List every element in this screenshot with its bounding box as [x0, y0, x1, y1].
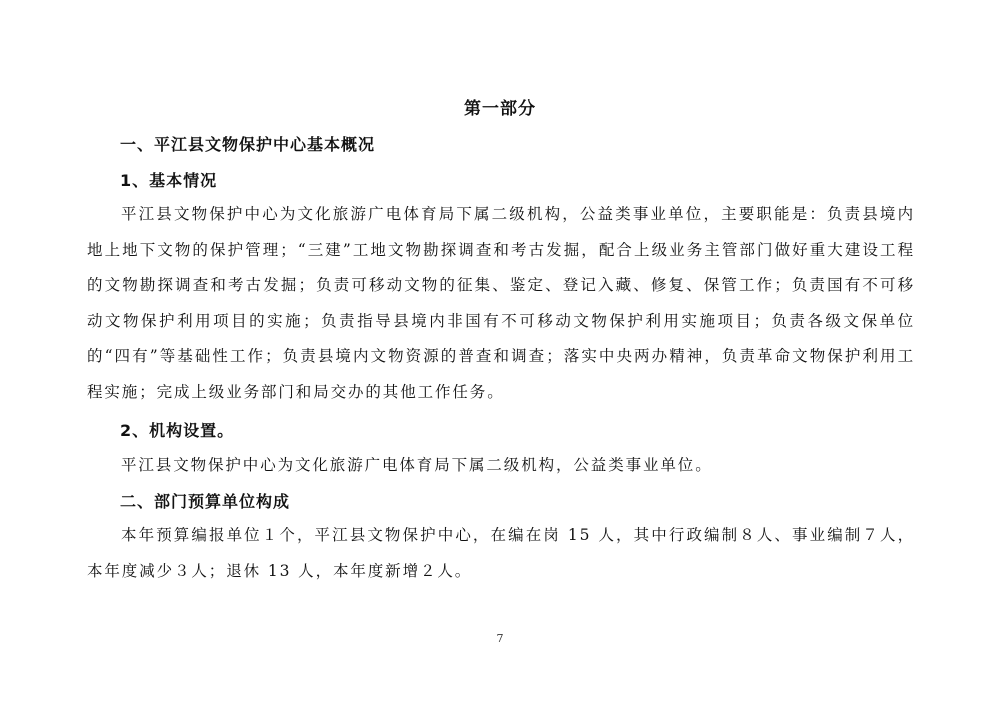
- part-title: 第一部分: [464, 99, 536, 119]
- paragraph-organization: 平江县文物保护中心为文化旅游广电体育局下属二级机构，公益类事业单位。: [121, 456, 713, 474]
- section-heading-budget-units: 二、部门预算单位构成: [120, 492, 291, 511]
- paragraph-budget-units: 本年预算编报单位１个，平江县文物保护中心，在编在岗 15 人，其中行政编制８人、事业编制７人，本年度减少３人；退休 13 人，本年度新增２人。: [87, 526, 915, 580]
- paragraph-basic-info: 平江县文物保护中心为文化旅游广电体育局下属二级机构，公益类事业单位，主要职能是：负责县境内地上地下文物的保护管理；“三建”工地文物勘探调查和考古发掘，配合上级业务主管部门做好重大建设工程的文物勘探调查和考古发掘；负责可移动文物的征集、鉴定、登记入藏、修复、保管工作；负责国有不可移动文物保护利用项目的实施；负责指导县境内非国有不可移动文物保护利用实施项目；负责各级文保单位的“四有”等基础性工作；负责县境内文物资源的普查和调查；落实中央两办精神，负责革命文物保护利用工程实施；完成上级业务部门和局交办的其他工作任务。: [87, 205, 915, 401]
- subsection-heading-organization: 2、机构设置。: [120, 421, 235, 440]
- page-number: 7: [496, 632, 504, 645]
- subsection-heading-basic-info: 1、基本情况: [120, 171, 218, 190]
- section-heading-overview: 一、平江县文物保护中心基本概况: [120, 135, 376, 154]
